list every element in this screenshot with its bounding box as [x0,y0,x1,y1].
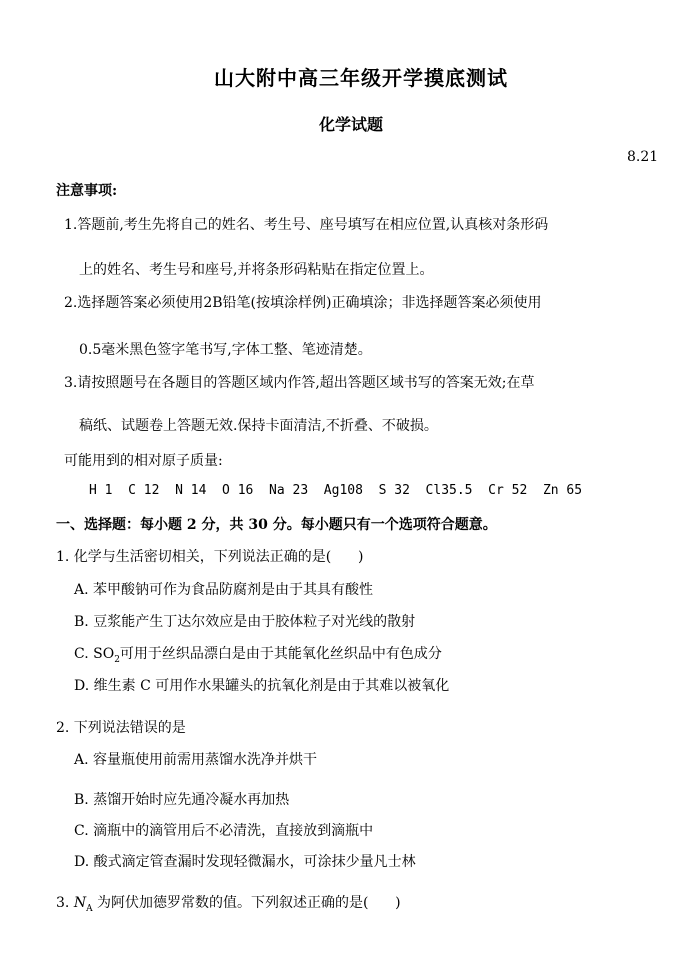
avogadro-symbol: N [73,895,87,911]
note-item-3-line-2: 稿纸、试题卷上答题无效.保持卡面清洁,不折叠、不破损。 [79,418,438,434]
exam-date: 8.21 [627,149,659,165]
note-item-2-line-2: 0.5毫米黑色签字笔书写,字体工整、笔迹清楚。 [79,342,372,358]
question-2-option-a: A. 容量瓶使用前需用蒸馏水洗净并烘干 [74,752,318,768]
so2-subscript: 2 [114,654,120,665]
question-3-text: 为阿伏加德罗常数的值。下列叙述正确的是( ) [92,895,401,911]
question-3-stem [56,892,401,914]
avogadro-subscript: A [86,903,93,914]
note-item-2-line-1: 2.选择题答案必须使用2B铅笔(按填涂样例)正确填涂；非选择题答案必须使用 [64,295,542,311]
question-1-stem: 1. 化学与生活密切相关，下列说法正确的是( ) [56,549,364,565]
atomic-mass-list: H 1 C 12 N 14 O 16 Na 23 Ag108 S 32 Cl35.5 Cr 52 Zn 65 [89,483,583,498]
atomic-mass-heading: 可能用到的相对原子质量: [64,453,223,469]
note-item-1-line-2: 上的姓名、考生号和座号,并将条形码粘贴在指定位置上。 [79,262,434,278]
question-1-option-c [74,643,442,665]
question-1-option-b: B. 豆浆能产生丁达尔效应是由于胶体粒子对光线的散射 [74,614,416,630]
question-2-option-c: C. 滴瓶中的滴管用后不必清洗，直接放到滴瓶中 [74,823,374,839]
exam-subtitle: 化学试题 [319,115,384,134]
question-2-option-b: B. 蒸馏开始时应先通冷凝水再加热 [74,792,290,808]
option-c-prefix: C. SO [74,646,115,662]
question-1-option-d: D. 维生素 C 可用作水果罐头的抗氧化剂是由于其难以被氧化 [74,678,450,694]
question-2-stem: 2. 下列说法错误的是 [56,720,186,736]
notes-heading: 注意事项: [56,183,118,199]
note-item-3-line-1: 3.请按照题号在各题目的答题区域内作答,超出答题区域书写的答案无效;在草 [64,375,535,391]
question-2-option-d: D. 酸式滴定管查漏时发现轻微漏水，可涂抹少量凡士林 [74,854,416,870]
question-1-option-a: A. 苯甲酸钠可作为食品防腐剂是由于其具有酸性 [74,582,374,598]
question-3-number: 3. [56,895,74,911]
note-item-1-line-1: 1.答题前,考生先将自己的姓名、考生号、座号填写在相应位置,认真核对条形码 [64,217,549,233]
option-c-text: 可用于丝织品漂白是由于其能氧化丝织品中有色成分 [119,646,442,662]
section-heading: 一、选择题：每小题 2 分，共 30 分。每小题只有一个选项符合题意。 [56,517,497,533]
exam-title: 山大附中高三年级开学摸底测试 [214,66,508,90]
